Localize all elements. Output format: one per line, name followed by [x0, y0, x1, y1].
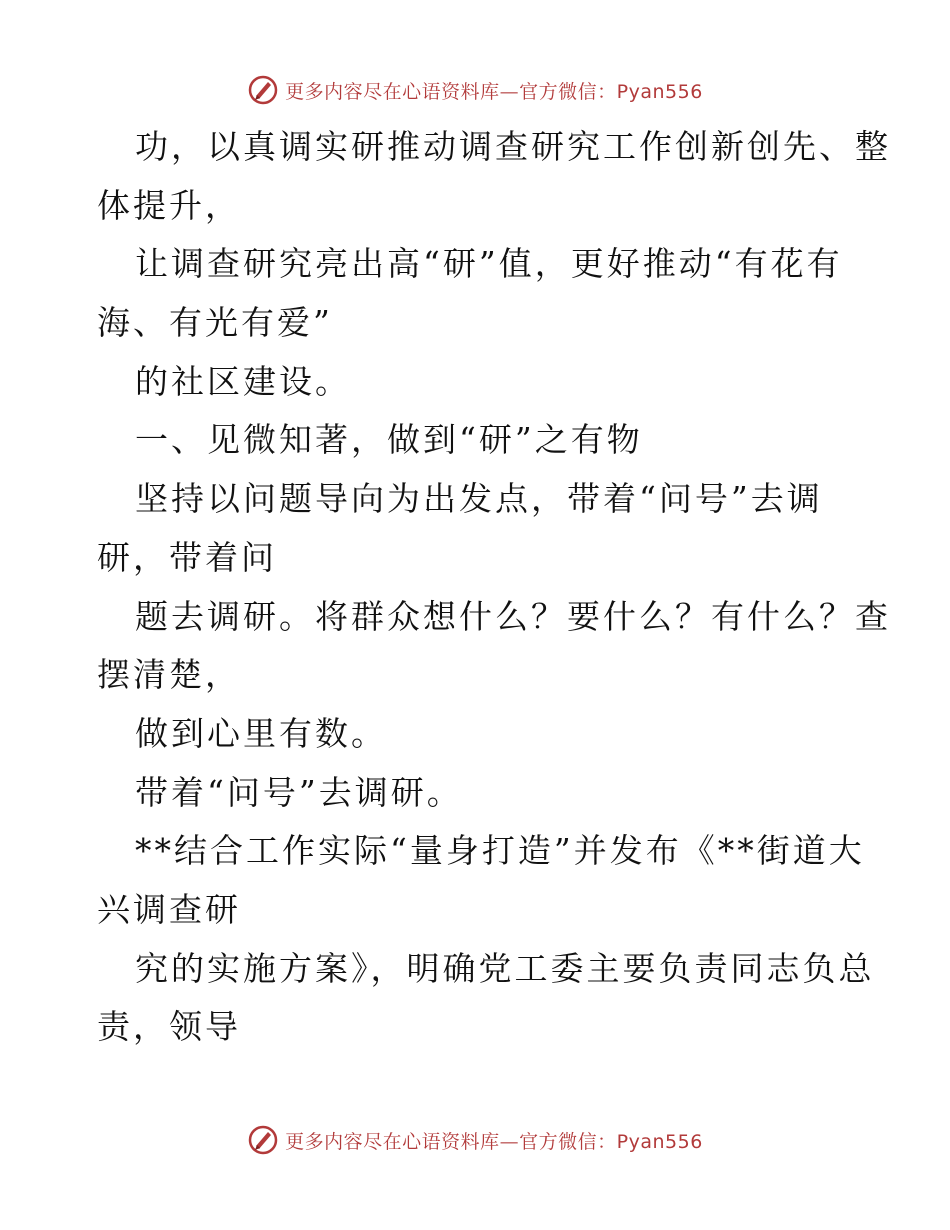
text-line: 的社区建设。 — [135, 361, 351, 401]
wechat-text: 官方微信：Pyan556 — [519, 1130, 703, 1153]
text-line: 兴调查研 — [97, 889, 241, 929]
text-line: 海、有光有爱” — [97, 303, 333, 343]
document-body — [97, 118, 891, 1057]
text-line: 一、见微知著，做到“研”之有物 — [135, 420, 643, 460]
banner-separator: — — [499, 80, 520, 103]
footer-watermark-banner — [0, 1120, 950, 1160]
banner-separator: — — [499, 1130, 520, 1153]
text-line: 责，领导 — [97, 1007, 241, 1047]
text-line: 究的实施方案》，明确党工委主要负责同志负总 — [135, 948, 875, 988]
text-line: 摆清楚， — [97, 655, 241, 695]
text-line: 体提升， — [97, 185, 241, 225]
text-line: 带着“问号”去调研。 — [135, 772, 463, 812]
text-line: 题去调研。将群众想什么？要什么？有什么？查 — [135, 596, 891, 636]
header-watermark-banner — [0, 70, 950, 110]
text-line: **结合工作实际“量身打造”并发布《**街道大 — [135, 831, 865, 871]
text-line: 功，以真调实研推动调查研究工作创新创先、整 — [135, 127, 891, 166]
text-line: 做到心里有数。 — [135, 713, 387, 753]
brand-text: 更多内容尽在心语资料库 — [285, 1130, 500, 1153]
banner-text — [285, 1127, 703, 1154]
text-line: 研，带着问 — [97, 537, 277, 577]
wechat-text: 官方微信：Pyan556 — [519, 80, 703, 103]
pen-logo-icon — [247, 74, 279, 106]
brand-text: 更多内容尽在心语资料库 — [285, 80, 500, 103]
text-line: 让调查研究亮出高“研”值，更好推动“有花有 — [135, 244, 843, 284]
pen-logo-icon — [247, 1124, 279, 1156]
banner-text — [285, 77, 703, 104]
text-line: 坚持以问题导向为出发点，带着“问号”去调 — [135, 479, 823, 519]
